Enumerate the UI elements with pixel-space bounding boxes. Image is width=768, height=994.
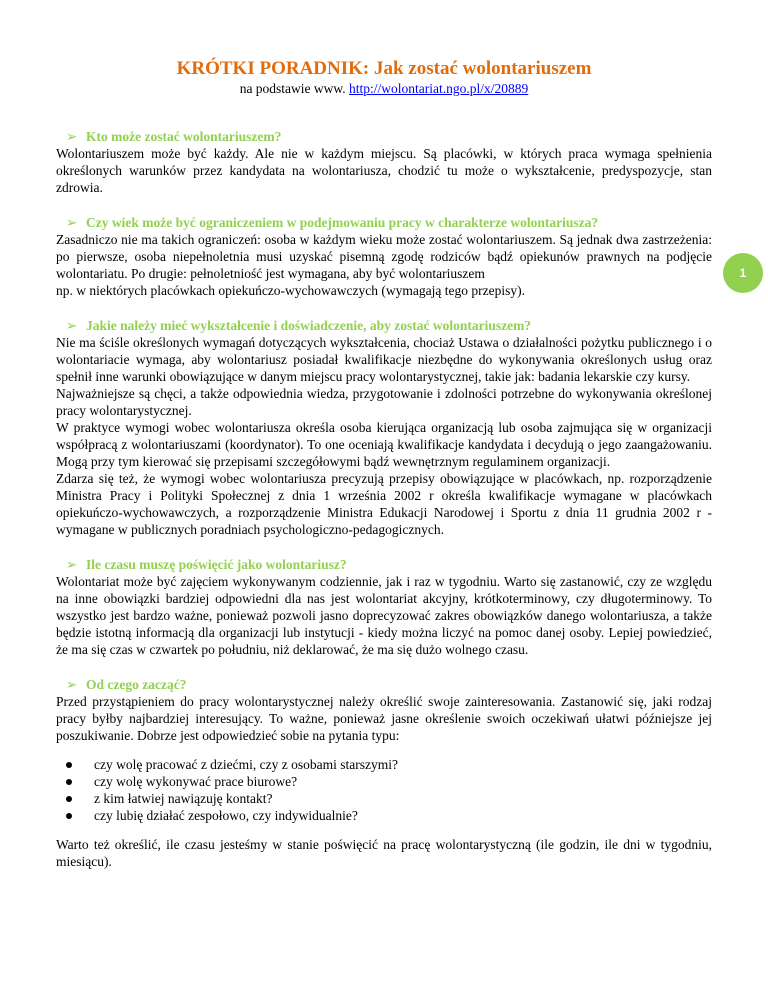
document-body (56, 110, 712, 870)
paragraph: Zdarza się też, że wymogi wobec wolontariusza precyzują przepisy obowiązujące w placówkach, np. rozporządzenie Ministra Pracy i Polityki Społecznej z dnia 1 września 2002 r określa kwalifikacje wymagane w placówkach opiekuńczo-wychowawczych, a rozporządzenie Ministra Edukacji Narodowej i Sportu z dnia 11 grudnia 2002 r - wymagane w publicznych poradniach psychologiczno-pedagogicznych. (56, 471, 712, 537)
paragraph: Nie ma ściśle określonych wymagań dotyczących wykształcenia, chociaż Ustawa o działalności pożytku publicznego i o wolontariacie wymaga, aby wolontariusz posiadał kwalifikacje niezbędne do wykonywania określonych usług oraz spełnił inne warunki obowiązujące w danym miejscu pracy wolontarystycznej, takie jak: badania lekarskie czy kursy. (56, 335, 712, 384)
section-heading (56, 214, 712, 231)
section-heading-text: Jakie należy mieć wykształcenie i doświadczenie, aby zostać wolontariuszem? (86, 318, 532, 333)
list-item (94, 807, 712, 824)
source-link[interactable]: http://wolontariat.ngo.pl/x/20889 (349, 81, 529, 96)
list-item-text: czy wolę wykonywać prace biurowe? (94, 774, 298, 789)
section-heading-text: Od czego zacząć? (86, 677, 187, 692)
bullet-dot-icon (66, 762, 72, 768)
arrowhead-icon: ➢ (66, 677, 78, 692)
section-heading (56, 676, 712, 693)
arrowhead-icon: ➢ (66, 215, 78, 230)
section-heading (56, 317, 712, 334)
section-age-limit (56, 214, 712, 299)
paragraph: Wolontariat może być zajęciem wykonywanym codziennie, jak i raz w tygodniu. Warto się zastanowić, czy ze względu na inne obowiązki bardziej odpowiedni dla nas jest wolontariat akcyjny, krótkoterminowy, czy długoterminowy. To wszystko jest bardzo ważne, ponieważ pozwoli jasno doprecyzować zakres obowiązków danego wolontariusza, a także będzie istotną informacją dla organizacji lub instytucji - kiedy można liczyć na pomoc danej osoby. Lepiej powiedzieć, że ma się czas w czwartek po południu, niż deklarować, że ma się dużo wolnego czasu. (56, 574, 712, 657)
section-who-can (56, 128, 712, 196)
paragraph: np. w niektórych placówkach opiekuńczo-wychowawczych (wymagają tego przepisy). (56, 283, 525, 298)
section-education (56, 317, 712, 538)
paragraph: W praktyce wymogi wobec wolontariusza określa osoba kierująca organizacją lub osoba zajmująca się w organizacji współpracą z wolontariuszami (koordynator). To one oceniają kwalifikacje kandydata i decydują o jego zaangażowaniu. Mogą przy tym kierować się przepisami szczegółowymi bądź wewnętrznym regulaminem organizacji. (56, 420, 712, 469)
list-item-text: czy wolę pracować z dziećmi, czy z osobami starszymi? (94, 757, 398, 772)
bullet-dot-icon (66, 796, 72, 802)
page-title: KRÓTKI PORADNIK: Jak zostać wolontariuszem (176, 58, 592, 79)
paragraph: Przed przystąpieniem do pracy wolontarystycznej należy określić swoje zainteresowania. Zastanowić się, jaki rodzaj pracy byłby najbardziej interesujący. To ważne, ponieważ jasne określenie swoich oczekiwań ułatwi późniejsze jej poszukiwanie. Dobrze jest odpowiedzieć sobie na pytania typu: (56, 694, 712, 743)
section-heading-text: Ile czasu muszę poświęcić jako wolontariusz? (86, 557, 347, 572)
list-item (94, 790, 712, 807)
list-item-text: czy lubię działać zespołowo, czy indywidualnie? (94, 808, 358, 823)
list-item-text: z kim łatwiej nawiązuję kontakt? (94, 791, 273, 806)
page-number-badge: 1 (723, 253, 763, 293)
arrowhead-icon: ➢ (66, 318, 78, 333)
paragraph: Najważniejsze są chęci, a także odpowiednia wiedza, przygotowanie i zdolności potrzebne do wykonywania określonej pracy wolontarystycznej. (56, 386, 712, 418)
list-item (94, 773, 712, 790)
arrowhead-icon: ➢ (66, 129, 78, 144)
section-where-to-start (56, 676, 712, 870)
section-heading (56, 128, 712, 145)
bullet-dot-icon (66, 779, 72, 785)
question-list (56, 756, 712, 824)
list-item (94, 756, 712, 773)
closing-paragraph: Warto też określić, ile czasu jesteśmy w stanie poświęcić na pracę wolontarystyczną (ile godzin, ile dni w tygodniu, miesiącu). (56, 837, 712, 869)
subtitle (0, 80, 768, 97)
section-heading-text: Czy wiek może być ograniczeniem w podejmowaniu pracy w charakterze wolontariusza? (86, 215, 599, 230)
arrowhead-icon: ➢ (66, 557, 78, 572)
section-heading (56, 556, 712, 573)
section-time (56, 556, 712, 658)
paragraph: Wolontariuszem może być każdy. Ale nie w każdym miejscu. Są placówki, w których praca wymaga spełnienia określonych warunków przez kandydata na wolontariusza, chodzić tu może o wykształcenie, predyspozycje, stan zdrowia. (56, 146, 712, 195)
section-heading-text: Kto może zostać wolontariuszem? (86, 129, 282, 144)
subtitle-prefix: na podstawie www. (239, 81, 350, 96)
paragraph: Zasadniczo nie ma takich ograniczeń: osoba w każdym wieku może zostać wolontariuszem. Są jednak dwa zastrzeżenia: po pierwsze, osoba niepełnoletnia musi uzyskać pisemną zgodę rodziców bądź opiekunów prawnych na podjęcie wolontariatu. Po drugie: pełnoletniość jest wymagana, aby być wolontariuszem (56, 232, 712, 281)
bullet-dot-icon (66, 813, 72, 819)
